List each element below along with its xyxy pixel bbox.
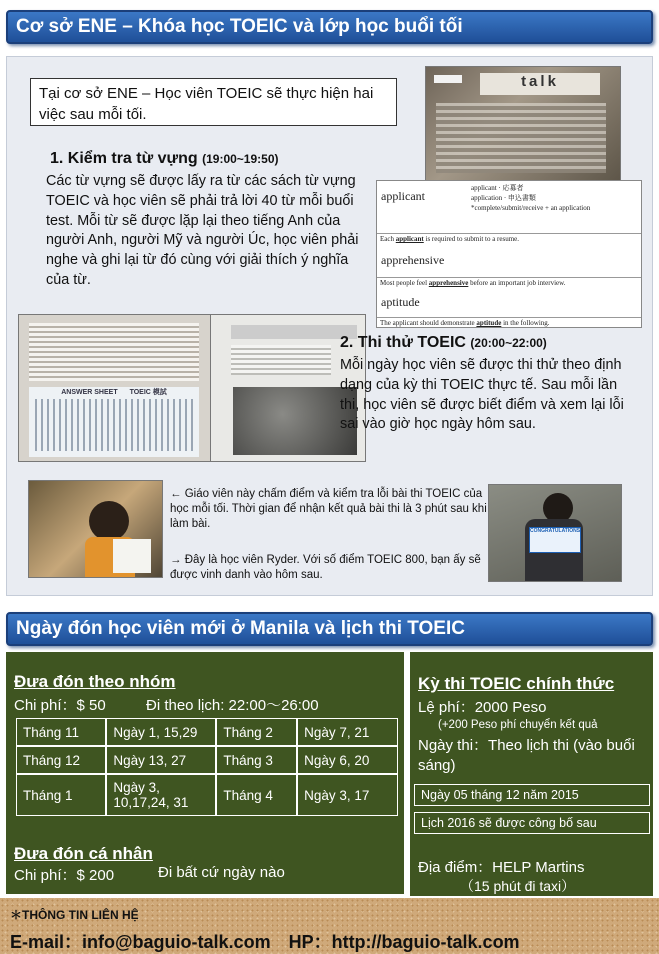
classroom-photo: [425, 66, 621, 184]
exam-date: Ngày thi：Theo lịch thi (vào buổi sáng): [418, 737, 635, 774]
section-title: Cơ sở ENE – Khóa học TOEIC và lớp học buổi tối: [16, 16, 463, 37]
section-header-ene: [6, 10, 653, 44]
section-title: Ngày đón học viên mới ở Manila và lịch thi TOEIC: [16, 618, 465, 639]
exam-title: Kỳ thi TOEIC chính thức: [418, 674, 615, 693]
table-row: Tháng 11 Ngày 1, 15,29 Tháng 2 Ngày 7, 21: [16, 718, 398, 746]
student-caption: → Đây là học viên Ryder. Với số điểm TOEIC 800, bạn ấy sẽ được vinh danh vào hôm sau.: [170, 554, 481, 581]
contact-info[interactable]: E-mail：info@baguio-talk.com HP：http://baguio-talk.com: [10, 932, 520, 952]
pickup-panel: [6, 652, 404, 894]
certificate-label: CONGRATULATIONS: [529, 527, 581, 553]
vocab-test-body: Các từ vựng sẽ được lấy ra từ các sách từ vựng TOEIC và học viên sẽ phải trả lời 40 từ mỗi buổi test. Mỗi từ sẽ được lặp lại theo tiếng Anh của người Anh, người Mỹ và người Úc, học viên phải nghe và ghi lại từ đó cùng với giải thích ý nghĩa của từ.: [46, 173, 359, 288]
contact-footer: [0, 898, 659, 954]
exam-2016-box: Lịch 2016 sẽ được công bố sau: [414, 812, 650, 834]
vocab-word-1: applicant: [381, 189, 425, 203]
exam-fee-note: (+200 Peso phí chuyển kết quả: [438, 719, 598, 731]
exam-place: Địa điểm：HELP Martins: [418, 859, 585, 876]
test-title-label: TOEIC 模試: [129, 389, 167, 396]
exam-panel: [410, 652, 653, 896]
vocab-sheet-image: [376, 180, 642, 328]
table-row: Tháng 1 Ngày 3, 10,17,24, 31 Tháng 4 Ngày 3, 17: [16, 774, 398, 816]
section-header-manila: [6, 612, 653, 646]
table-row: Tháng 12 Ngày 13, 27 Tháng 3 Ngày 6, 20: [16, 746, 398, 774]
group-cost: Chi phí：$ 50: [14, 697, 106, 714]
mock-test-heading: 2. Thi thử TOEIC (20:00~22:00): [340, 334, 547, 351]
mock-test-body: Mỗi ngày học viên sẽ được thi thử theo định dạng của kỳ thi TOEIC thực tế. Sau mỗi lần thi, học viên sẽ được biết điểm và xem lại lỗi sai vào giờ học ngày hôm sau.: [340, 357, 624, 433]
teacher-photo: [28, 480, 163, 578]
intro-text: Tại cơ sở ENE – Học viên TOEIC sẽ thực hiện hai việc sau mỗi tối.: [39, 85, 374, 123]
student-photo: [488, 484, 622, 582]
intro-box: [30, 78, 397, 126]
vocab-example-2: Most people feel apprehensive before an important job interview.: [377, 277, 642, 288]
individual-note: Đi bất cứ ngày nào: [158, 864, 285, 881]
answer-sheet-photo: [18, 314, 211, 462]
vocab-test-heading: 1. Kiểm tra từ vựng (19:00~19:50): [50, 150, 279, 167]
group-schedule: Đi theo lịch: 22:00～26:00: [146, 697, 319, 714]
answer-sheet-label: ANSWER SHEET: [61, 389, 118, 396]
exam-date-box: Ngày 05 tháng 12 năm 2015: [414, 784, 650, 806]
group-pickup-title: Đưa đón theo nhóm: [14, 672, 176, 691]
individual-cost: Chi phí：$ 200: [14, 867, 115, 884]
pickup-schedule-table: [16, 718, 398, 816]
individual-pickup-title: Đưa đón cá nhân: [14, 844, 153, 863]
vocab-notes: applicant · 応募者 application · 申込書類 *complete/submit/receive + an application: [471, 184, 591, 212]
exam-place-note: （15 phút đi taxi）: [460, 878, 576, 894]
vocab-example-3: The applicant should demonstrate aptitude in the following.: [377, 317, 642, 328]
exam-fee: Lệ phí：2000 Peso: [418, 699, 547, 716]
vocab-word-3: aptitude: [381, 295, 420, 309]
vocab-example-1: Each applicant is required to submit to a resume.: [377, 233, 642, 244]
vocab-word-2: apprehensive: [381, 253, 445, 267]
contact-label: ＊THÔNG TIN LIÊN HỆ: [10, 908, 139, 922]
teacher-caption: ← Giáo viên này chấm điểm và kiểm tra lỗi bài thi TOEIC của học mỗi tối. Thời gian để nhận kết quả bài thi là 3 phút sau khi làm bài.: [170, 488, 487, 530]
talk-sign: talk: [480, 73, 600, 95]
